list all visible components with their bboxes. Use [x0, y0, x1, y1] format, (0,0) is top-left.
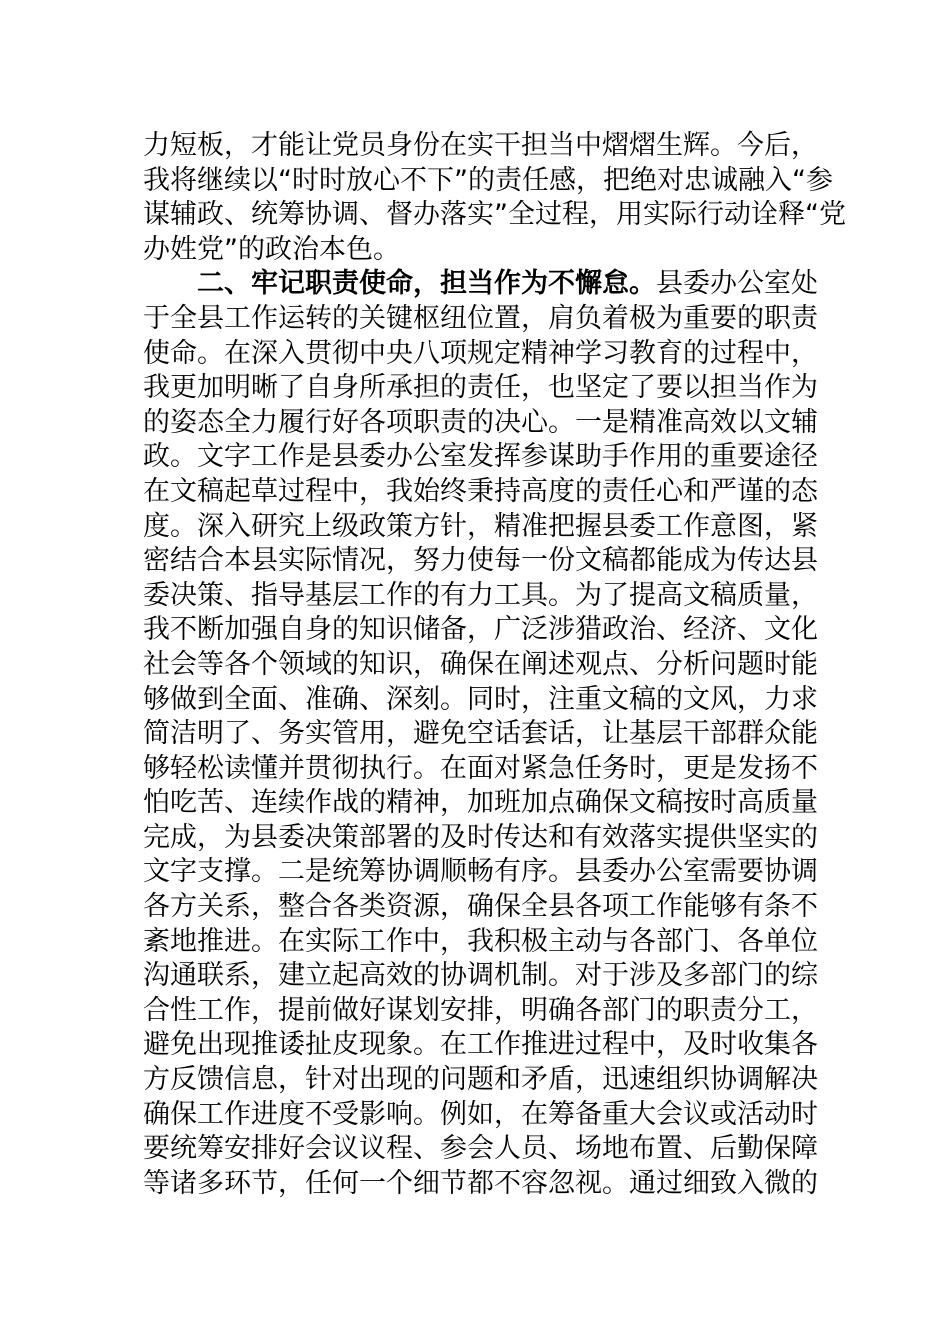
section-heading-line [143, 267, 818, 302]
text-line: 等诸多环节，任何一个细节都不容忽视。通过细致入微的 [143, 1167, 818, 1199]
text-line: 度。深入研究上级政策方针，精准把握县委工作意图，紧 [143, 510, 818, 542]
section-heading: 二、牢记职责使命，担当作为不懈怠。 [197, 268, 656, 300]
text-line: 我更加明晰了自身所承担的责任，也坚定了要以担当作为 [143, 372, 818, 404]
text-line: 使命。在深入贯彻中央八项规定精神学习教育的过程中， [143, 337, 818, 369]
text-line: 政。文字工作是县委办公室发挥参谋助手作用的重要途径 [143, 441, 818, 473]
text-line: 的姿态全力履行好各项职责的决心。一是精准高效以文辅 [143, 406, 818, 438]
text-line: 紊地推进。在实际工作中，我积极主动与各部门、各单位 [143, 925, 818, 957]
text-line: 密结合本县实际情况，努力使每一份文稿都能成为传达县 [143, 545, 818, 577]
text-line: 要统筹安排好会议议程、参会人员、场地布置、后勤保障 [143, 1133, 818, 1165]
text-line: 谋辅政、统筹协调、督办落实”全过程，用实际行动诠释“党 [143, 199, 846, 231]
text-line: 合性工作，提前做好谋划安排，明确各部门的职责分工， [143, 994, 818, 1026]
text-line: 够轻松读懂并贯彻执行。在面对紧急任务时，更是发扬不 [143, 752, 818, 784]
text-line: 社会等各个领域的知识，确保在阐述观点、分析问题时能 [143, 648, 818, 680]
text-line: 在文稿起草过程中，我始终秉持高度的责任心和严谨的态 [143, 475, 818, 507]
text-line: 我将继续以“时时放心不下”的责任感，把绝对忠诚融入“参 [143, 164, 833, 196]
text-line: 避免出现推诿扯皮现象。在工作推进过程中，及时收集各 [143, 1029, 818, 1061]
section-heading-continuation: 县委办公室处 [656, 268, 818, 300]
text-line: 确保工作进度不受影响。例如，在筹备重大会议或活动时 [143, 1098, 818, 1130]
text-line: 我不断加强自身的知识储备，广泛涉猎政治、经济、文化 [143, 614, 818, 646]
text-line: 够做到全面、准确、深刻。同时，注重文稿的文风，力求 [143, 683, 818, 715]
text-line: 力短板，才能让党员身份在实干担当中熠熠生辉。今后， [143, 130, 818, 161]
text-line: 委决策、指导基层工作的有力工具。为了提高文稿质量， [143, 579, 818, 611]
document-body [143, 129, 846, 1201]
text-line: 沟通联系，建立起高效的协调机制。对于涉及多部门的综 [143, 960, 818, 992]
text-line: 文字支撑。二是统筹协调顺畅有序。县委办公室需要协调 [143, 856, 818, 888]
text-line: 办姓党”的政治本色。 [143, 233, 400, 265]
text-line: 简洁明了、务实管用，避免空话套话，让基层干部群众能 [143, 718, 818, 750]
text-line: 完成，为县委决策部署的及时传达和有效落实提供坚实的 [143, 821, 818, 853]
text-line: 各方关系，整合各类资源，确保全县各项工作能够有条不 [143, 891, 818, 923]
text-line: 于全县工作运转的关键枢纽位置，肩负着极为重要的职责 [143, 302, 818, 334]
text-line: 怕吃苦、连续作战的精神，加班加点确保文稿按时高质量 [143, 787, 818, 819]
text-line: 方反馈信息，针对出现的问题和矛盾，迅速组织协调解决 [143, 1064, 818, 1096]
